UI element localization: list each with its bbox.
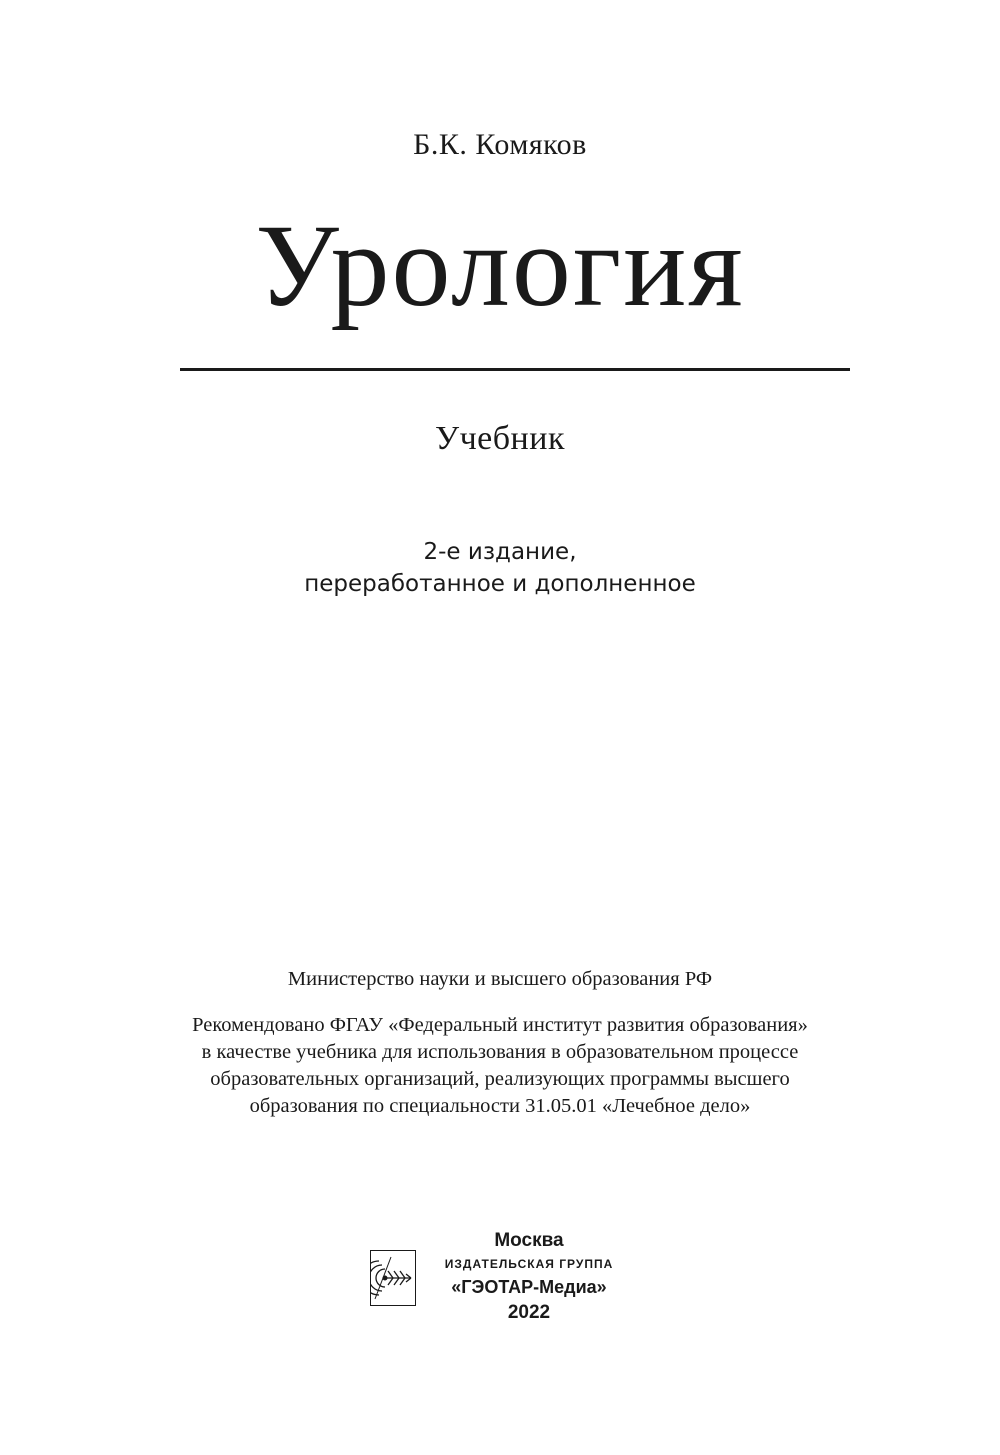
author-name: Б.К. Комяков xyxy=(413,128,587,161)
recommendation-text xyxy=(0,1012,1000,1120)
recommendation-line-2: в качестве учебника для использования в образовательном процессе xyxy=(201,1041,799,1063)
recommendation-line-4: образования по специальности 31.05.01 «Лечебное дело» xyxy=(249,1095,751,1117)
publication-year: 2022 xyxy=(507,1302,551,1323)
edition-line-1: 2-е издание, xyxy=(423,539,577,565)
edition-info xyxy=(0,536,1000,600)
title-divider xyxy=(180,368,850,371)
edition-line-2: переработанное и дополненное xyxy=(304,571,696,597)
publisher-name: «ГЭОТАР-Медиа» xyxy=(451,1277,607,1297)
publisher-block xyxy=(370,1228,640,1328)
recommendation-line-1: Рекомендовано ФГАУ «Федеральный институт развития образования» xyxy=(192,1014,808,1036)
recommendation-line-3: образовательных организаций, реализующих программы высшего xyxy=(210,1068,790,1090)
geotar-logo-icon xyxy=(370,1250,416,1306)
publisher-text xyxy=(424,1228,634,1326)
book-subtitle: Учебник xyxy=(435,420,565,457)
publisher-group: ИЗДАТЕЛЬСКАЯ ГРУППА xyxy=(444,1257,614,1271)
book-title: Урология xyxy=(255,200,745,331)
ministry-line: Министерство науки и высшего образования РФ xyxy=(287,968,713,990)
publisher-city: Москва xyxy=(494,1230,564,1251)
